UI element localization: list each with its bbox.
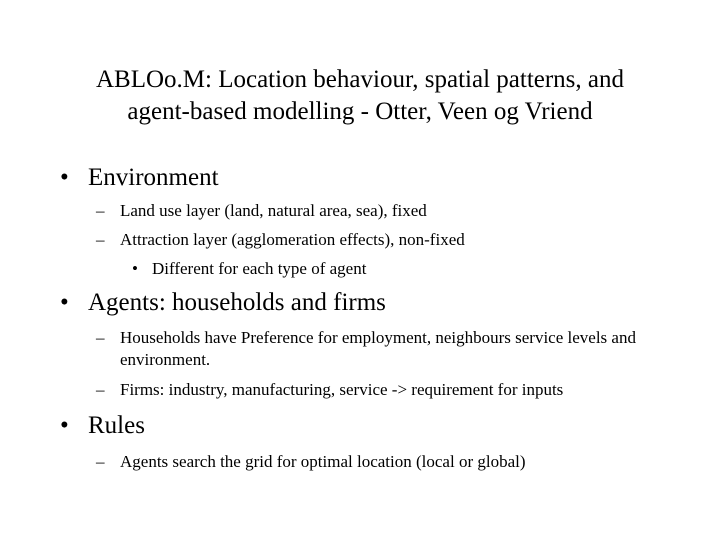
dash-icon: –	[96, 452, 105, 471]
subitem-text: Attraction layer (agglomeration effects), non-fixed	[120, 230, 465, 249]
subitem-text: Firms: industry, manufacturing, service -> requirement for inputs	[120, 380, 564, 399]
subitem-firms	[96, 379, 676, 401]
subsubitem-text: Different for each type of agent	[152, 259, 367, 278]
bullet-text: Environment	[88, 164, 219, 191]
bullet-dot-icon: •	[60, 164, 69, 191]
subitem-agents-search-grid	[96, 451, 676, 473]
dash-icon: –	[96, 380, 105, 399]
subitem-text: Households have Preference for employment, neighbours service levels and environment.	[120, 328, 636, 369]
dash-icon: –	[96, 230, 105, 249]
bullet-text: Agents: households and firms	[88, 289, 386, 316]
dash-icon: –	[96, 201, 105, 220]
subitem-attraction-layer	[96, 229, 676, 251]
bullet-dot-icon: •	[60, 289, 69, 316]
subitem-text: Agents search the grid for optimal location (local or global)	[120, 452, 526, 471]
slide-title-line-1: ABLOo.M: Location behaviour, spatial patterns, and	[95, 66, 625, 93]
bullet-text: Rules	[88, 412, 145, 439]
dash-icon: –	[96, 328, 105, 347]
slide-title	[40, 64, 680, 128]
subitem-land-use-layer	[96, 200, 676, 222]
bullet-dot-icon: •	[60, 412, 69, 439]
slide-title-line-2: agent-based modelling - Otter, Veen og Vriend	[127, 98, 593, 125]
subitem-households	[96, 327, 676, 371]
subitem-text: Land use layer (land, natural area, sea), fixed	[120, 201, 427, 220]
bullet-dot-icon: •	[132, 259, 138, 278]
